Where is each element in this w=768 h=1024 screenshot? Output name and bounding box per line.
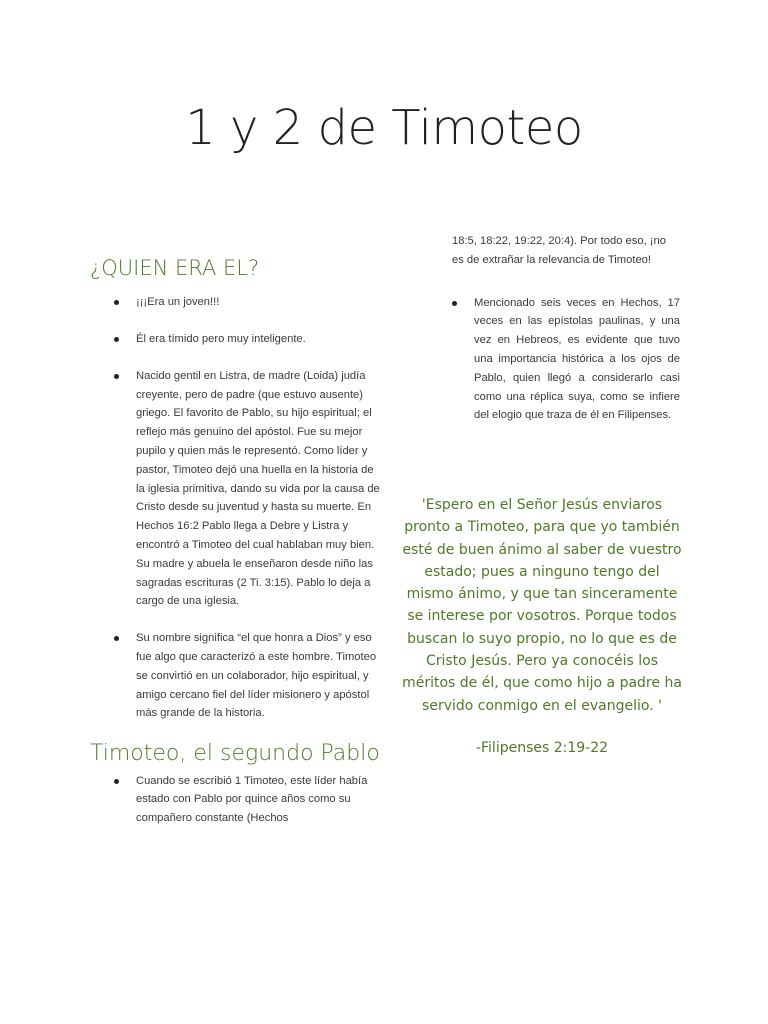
list-item — [428, 294, 680, 426]
list-item — [90, 330, 380, 349]
list-item-text: Cuando se escribió 1 Timoteo, este líder había estado con Pablo por quince años como su compañero constante (Hechos — [136, 774, 368, 825]
list-item-text: Mencionado seis veces en Hechos, 17 veces en las epístolas paulinas, y una vez en Hebreos, es evidente que tuvo una importancia histórica a los ojos de Pablo, quien llegó a considerarlo casi como una réplica suya, como se infiere del elogio que traza de él en Filipenses. — [474, 296, 680, 422]
list-item-text: Él era tímido pero muy inteligente. — [136, 332, 306, 345]
section-heading-quien-era: ¿QUIEN ERA EL? — [90, 256, 260, 280]
continuation-text: 18:5, 18:22, 19:22, 20:4). Por todo eso, ¡no es de extrañar la relevancia de Timoteo! — [452, 235, 666, 266]
page-title: 1 y 2 de Timoteo — [185, 100, 583, 156]
list-item-text: Nacido gentil en Listra, de madre (Loida) judía creyente, pero de padre (que estuvo ausente) griego. El favorito de Pablo, su hijo espiritual; el reflejo más genuino del apóstol. Fue su mejor pupilo y quien más le representó. Como líder y pastor, Timoteo dejó una huella en la historia de la iglesia primitiva, dando su vida por la causa de Cristo desde su juventud y hasta su muerte. En Hechos 16:2 Pablo llega a Debre y Listra y encontró a Timoteo del cual hablaban muy bien. Su madre y abuela le enseñaron desde niño las sagradas escrituras (2 Ti. 3:15). Pablo lo deja a cargo de una iglesia. — [136, 369, 380, 608]
bible-quote: 'Espero en el Señor Jesús enviaros pronto a Timoteo, para que yo también esté de buen ánimo al saber de vuestro estado; pues a ninguno tengo del mismo ánimo, y que tan sinceramente se interese por vosotros. Porque todos buscan lo suyo propio, no lo que es de Cristo Jesús. Pero ya conocéis los méritos de él, que como hijo a padre ha servido conmigo en el evangelio. ' — [402, 497, 682, 714]
section-heading-segundo-pablo: Timoteo, el segundo Pablo — [90, 741, 380, 767]
bullet-icon — [114, 300, 119, 305]
bullet-list-right — [428, 294, 680, 426]
list-item — [90, 367, 380, 611]
bullet-icon — [114, 636, 119, 641]
bullet-list-segundo-pablo — [90, 772, 380, 828]
list-item — [90, 293, 380, 312]
list-item — [90, 772, 380, 828]
bullet-list-quien-era — [90, 293, 380, 723]
list-item — [90, 629, 380, 723]
bullet-icon — [114, 374, 119, 379]
bullet-icon — [452, 301, 457, 306]
list-item-text: Su nombre significa “el que honra a Dios” y eso fue algo que caracterizó a este hombre. Timoteo se convirtió en un colaborador, hijo espiritual, y amigo cercano fiel del líder misionero y apóstol más grande de la historia. — [136, 632, 377, 720]
bullet-icon — [114, 779, 119, 784]
list-item-text: ¡¡¡Era un joven!!! — [136, 296, 220, 309]
quote-citation: -Filipenses 2:19-22 — [475, 740, 609, 756]
bullet-icon — [114, 337, 119, 342]
left-column — [90, 256, 380, 846]
right-column — [428, 232, 680, 443]
